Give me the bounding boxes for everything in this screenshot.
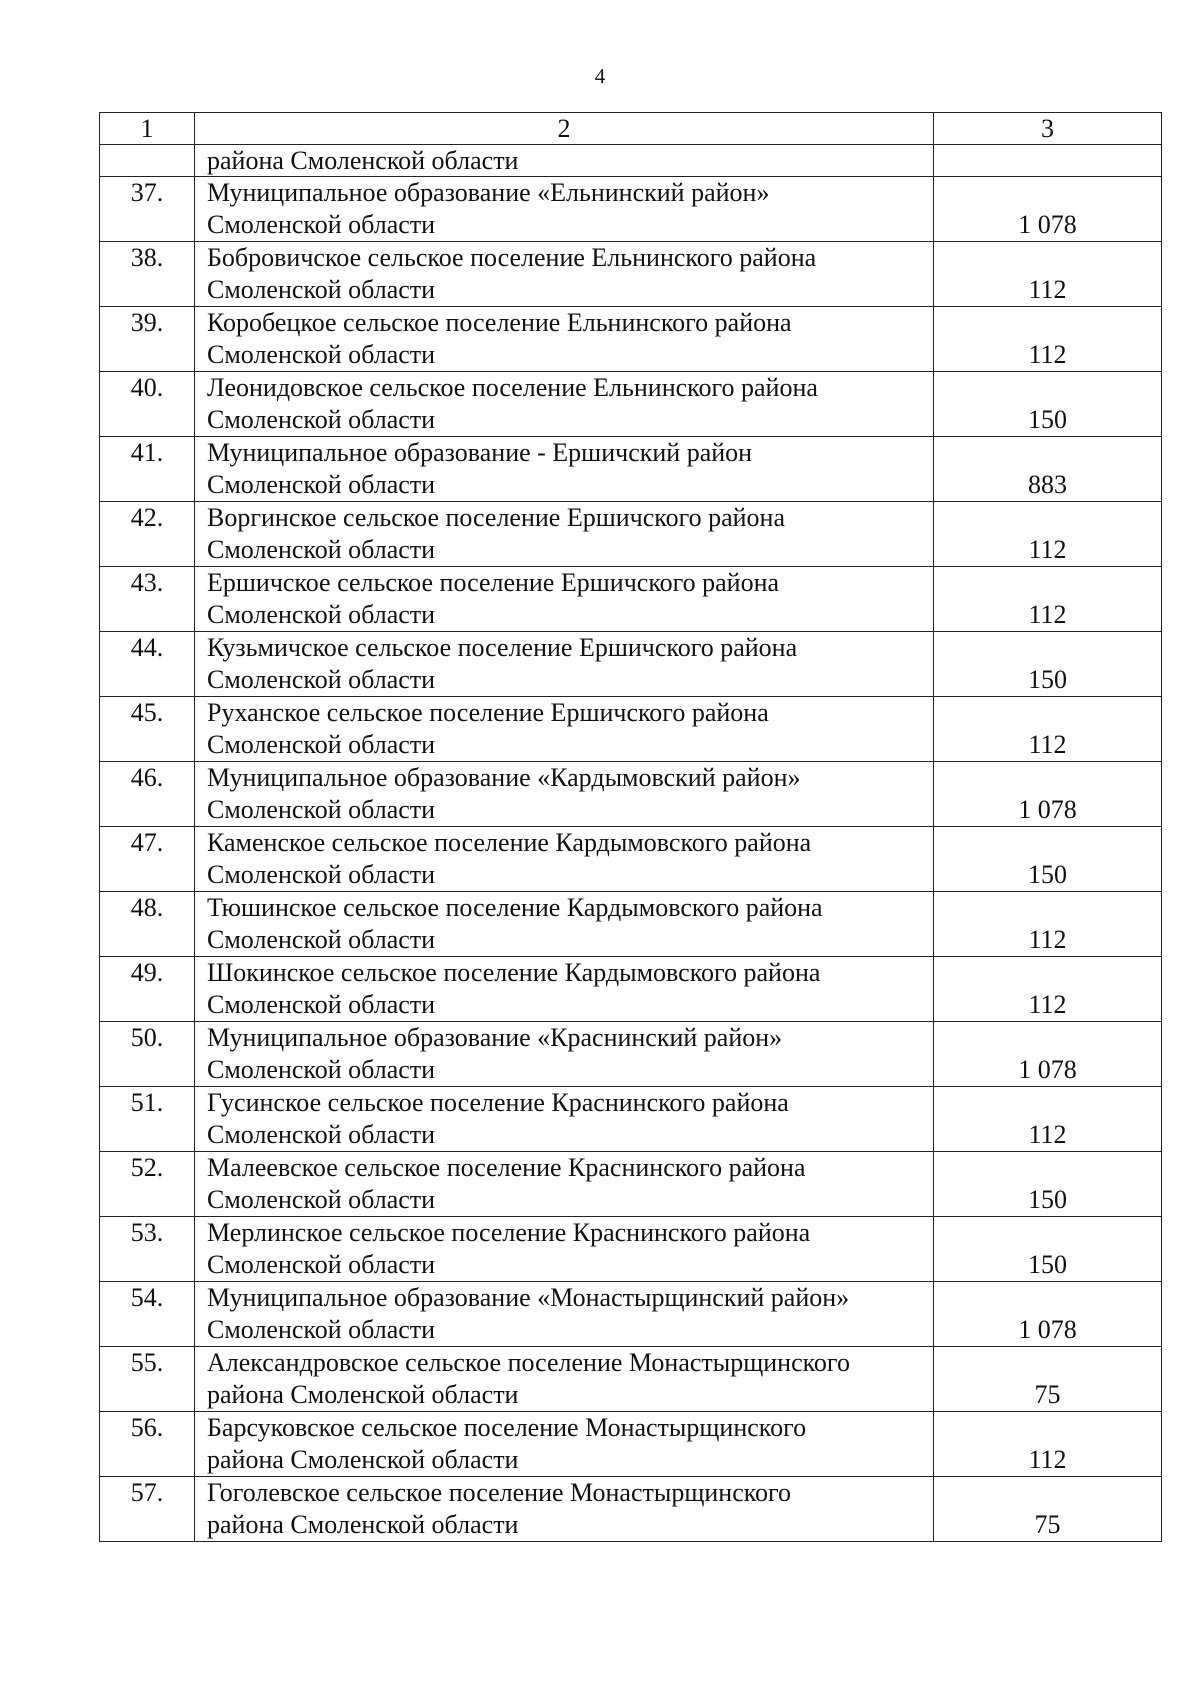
row-number-cell: 55.: [100, 1347, 195, 1412]
municipality-name-cell: [195, 502, 934, 567]
name-line: Смоленской области: [207, 405, 436, 434]
name-line: Каменское сельское поселение Кардымовского района: [207, 828, 812, 857]
municipality-name-cell: [195, 177, 934, 242]
municipality-name-cell: [195, 1282, 934, 1347]
municipality-name-cell: [195, 1152, 934, 1217]
name-line: Бобровичское сельское поселение Ельнинского района: [207, 243, 817, 272]
column-header-1: 1: [100, 113, 195, 145]
amount-cell: [934, 145, 1162, 177]
name-line: Смоленской области: [207, 1250, 436, 1279]
amount-cell: 112: [934, 957, 1162, 1022]
row-number-cell: 57.: [100, 1477, 195, 1542]
table-row: [100, 697, 1162, 762]
amount-cell: 883: [934, 437, 1162, 502]
amount-cell: 150: [934, 1217, 1162, 1282]
table-row: [100, 437, 1162, 502]
name-line: Ершичское сельское поселение Ершичского района: [207, 568, 780, 597]
name-line: Смоленской области: [207, 925, 436, 954]
amount-cell: 112: [934, 567, 1162, 632]
municipality-name-cell: [195, 1217, 934, 1282]
name-line: Муниципальное образование «Монастырщинский район»: [207, 1283, 850, 1312]
row-number-cell: 48.: [100, 892, 195, 957]
table-row: [100, 1347, 1162, 1412]
table-row: [100, 1022, 1162, 1087]
name-line: Коробецкое сельское поселение Ельнинского района: [207, 308, 792, 337]
municipality-name-cell: [195, 632, 934, 697]
table-row: [100, 632, 1162, 697]
municipality-name-cell: [195, 372, 934, 437]
amount-cell: 150: [934, 1152, 1162, 1217]
name-line: Муниципальное образование «Краснинский район»: [207, 1023, 783, 1052]
name-line: Барсуковское сельское поселение Монастырщинского: [207, 1413, 807, 1442]
table-row: [100, 177, 1162, 242]
name-line: Муниципальное образование «Кардымовский район»: [207, 763, 801, 792]
amount-cell: 150: [934, 827, 1162, 892]
row-number-cell: [100, 145, 195, 177]
name-line: Гоголевское сельское поселение Монастырщинского: [207, 1478, 792, 1507]
row-number-cell: 56.: [100, 1412, 195, 1477]
municipality-name-cell: [195, 1022, 934, 1087]
table-row: [100, 502, 1162, 567]
name-line: Смоленской области: [207, 1120, 436, 1149]
name-line: Кузьмичское сельское поселение Ершичского района: [207, 633, 798, 662]
name-line: Леонидовское сельское поселение Ельнинского района: [207, 373, 818, 402]
name-line: Смоленской области: [207, 795, 436, 824]
amount-cell: 75: [934, 1347, 1162, 1412]
name-line: Смоленской области: [207, 990, 436, 1019]
amount-cell: 112: [934, 307, 1162, 372]
name-line: Мерлинское сельское поселение Краснинского района: [207, 1218, 811, 1247]
name-line: Смоленской области: [207, 730, 436, 759]
name-line: Смоленской области: [207, 665, 436, 694]
row-number-cell: 49.: [100, 957, 195, 1022]
name-line: района Смоленской области: [207, 146, 519, 175]
municipality-name-cell: [195, 437, 934, 502]
table-row: [100, 1412, 1162, 1477]
name-line: Смоленской области: [207, 470, 436, 499]
municipality-name-cell: [195, 1347, 934, 1412]
row-number-cell: 40.: [100, 372, 195, 437]
row-number-cell: 53.: [100, 1217, 195, 1282]
continuation-row: [100, 145, 1162, 177]
amount-cell: 112: [934, 502, 1162, 567]
name-line: Руханское сельское поселение Ершичского района: [207, 698, 769, 727]
name-line: Шокинское сельское поселение Кардымовского района: [207, 958, 821, 987]
municipality-name-cell: [195, 957, 934, 1022]
row-number-cell: 43.: [100, 567, 195, 632]
amount-cell: 1 078: [934, 177, 1162, 242]
name-line: Смоленской области: [207, 600, 436, 629]
row-number-cell: 52.: [100, 1152, 195, 1217]
amount-cell: 150: [934, 632, 1162, 697]
amount-cell: 112: [934, 697, 1162, 762]
municipality-name-cell: [195, 307, 934, 372]
allocation-table: [99, 112, 1162, 1542]
row-number-cell: 50.: [100, 1022, 195, 1087]
name-line: Смоленской области: [207, 1185, 436, 1214]
name-line: Смоленской области: [207, 210, 436, 239]
name-line: Муниципальное образование «Ельнинский район»: [207, 178, 770, 207]
municipality-name-cell: [195, 1087, 934, 1152]
column-header-2: 2: [195, 113, 934, 145]
amount-cell: 112: [934, 242, 1162, 307]
amount-cell: 112: [934, 892, 1162, 957]
table-row: [100, 1217, 1162, 1282]
row-number-cell: 37.: [100, 177, 195, 242]
table-row: [100, 957, 1162, 1022]
row-number-cell: 47.: [100, 827, 195, 892]
amount-cell: 112: [934, 1087, 1162, 1152]
row-number-cell: 41.: [100, 437, 195, 502]
row-number-cell: 44.: [100, 632, 195, 697]
table-row: [100, 1152, 1162, 1217]
row-number-cell: 42.: [100, 502, 195, 567]
page-number: 4: [594, 64, 606, 88]
table-row: [100, 242, 1162, 307]
column-number-row: [100, 113, 1162, 145]
municipality-name-cell: [195, 242, 934, 307]
table-row: [100, 762, 1162, 827]
amount-cell: 75: [934, 1477, 1162, 1542]
table-row: [100, 1477, 1162, 1542]
amount-cell: 1 078: [934, 762, 1162, 827]
name-line: Тюшинское сельское поселение Кардымовского района: [207, 893, 823, 922]
table-row: [100, 892, 1162, 957]
name-line: Смоленской области: [207, 535, 436, 564]
table-row: [100, 372, 1162, 437]
table-row: [100, 567, 1162, 632]
table-row: [100, 1282, 1162, 1347]
amount-cell: 1 078: [934, 1282, 1162, 1347]
municipality-name-cell: [195, 567, 934, 632]
row-number-cell: 39.: [100, 307, 195, 372]
name-line: Гусинское сельское поселение Краснинского района: [207, 1088, 789, 1117]
name-line: Александровское сельское поселение Монастырщинского: [207, 1348, 850, 1377]
row-number-cell: 54.: [100, 1282, 195, 1347]
name-line: Смоленской области: [207, 340, 436, 369]
amount-cell: 112: [934, 1412, 1162, 1477]
row-number-cell: 45.: [100, 697, 195, 762]
name-line: района Смоленской области: [207, 1380, 519, 1409]
amount-cell: 150: [934, 372, 1162, 437]
table-row: [100, 1087, 1162, 1152]
table-row: [100, 827, 1162, 892]
row-number-cell: 51.: [100, 1087, 195, 1152]
municipality-name-cell: [195, 892, 934, 957]
name-line: района Смоленской области: [207, 1510, 519, 1539]
name-line: Малеевское сельское поселение Краснинского района: [207, 1153, 806, 1182]
municipality-name-cell: [195, 697, 934, 762]
table-body: [100, 113, 1162, 1542]
name-line: района Смоленской области: [207, 1445, 519, 1474]
row-number-cell: 46.: [100, 762, 195, 827]
amount-cell: 1 078: [934, 1022, 1162, 1087]
municipality-name-cell: [195, 1477, 934, 1542]
row-number-cell: 38.: [100, 242, 195, 307]
municipality-name-cell: [195, 762, 934, 827]
name-line: Смоленской области: [207, 1315, 436, 1344]
name-line: Муниципальное образование - Ершичский район: [207, 438, 753, 467]
name-line: Воргинское сельское поселение Ершичского района: [207, 503, 785, 532]
municipality-name-cell: [195, 145, 934, 177]
name-line: Смоленской области: [207, 275, 436, 304]
municipality-name-cell: [195, 1412, 934, 1477]
table-row: [100, 307, 1162, 372]
name-line: Смоленской области: [207, 1055, 436, 1084]
municipality-name-cell: [195, 827, 934, 892]
name-line: Смоленской области: [207, 860, 436, 889]
column-header-3: 3: [934, 113, 1162, 145]
